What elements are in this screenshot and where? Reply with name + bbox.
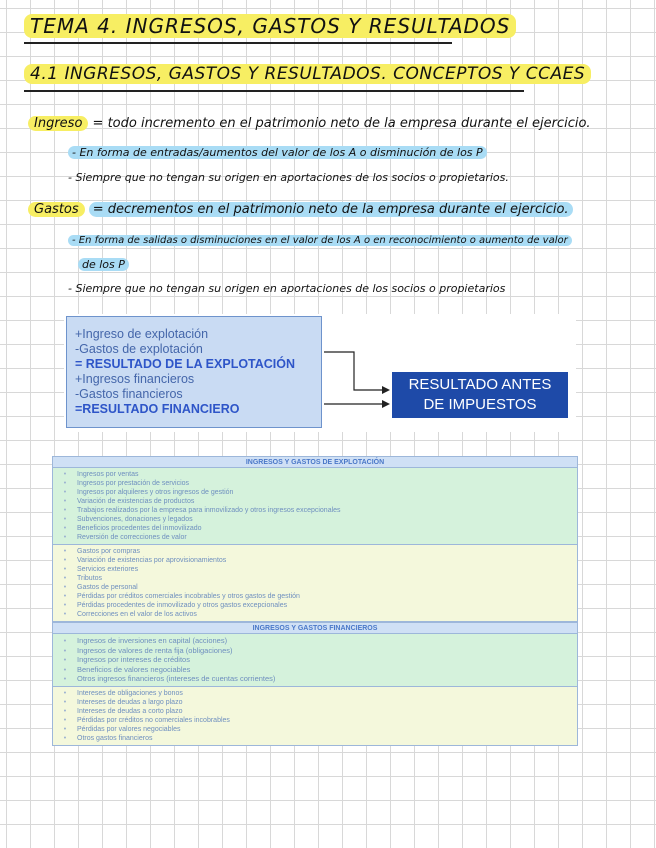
- bullet-icon: •: [63, 734, 67, 742]
- ingreso-definition: [28, 116, 591, 131]
- table-cell: Pérdidas por créditos no comerciales incobrables: [77, 716, 230, 724]
- scheme-line-result: = RESULTADO DE LA EXPLOTACIÓN: [75, 357, 296, 371]
- table-cell: Variación de existencias de productos: [77, 498, 195, 505]
- table-cell: Gastos de personal: [77, 584, 138, 591]
- table-cell: Reversión de correcciones de valor: [77, 534, 187, 541]
- bullet-icon: •: [63, 507, 67, 514]
- table-cell: Correcciones en el valor de los activos: [77, 611, 197, 618]
- bullet-icon: •: [63, 534, 67, 541]
- bullet-icon: •: [63, 489, 67, 496]
- table-row: [53, 646, 577, 656]
- bullet-icon: •: [63, 611, 67, 618]
- table-cell: Variación de existencias por aprovisionamientos: [77, 557, 227, 564]
- table-cell: Gastos por compras: [77, 548, 141, 555]
- ingresos-financieros-group: [52, 634, 578, 687]
- table-row: [53, 583, 577, 592]
- table-row: [53, 592, 577, 601]
- section-title: 4.1 INGRESOS, GASTOS Y RESULTADOS. CONCEPTOS Y CCAES: [24, 64, 591, 84]
- table-row: [53, 655, 577, 665]
- bullet-icon: •: [63, 566, 67, 573]
- table-row: [53, 565, 577, 574]
- results-diagram: [64, 314, 576, 432]
- table-cell: Subvenciones, donaciones y legados: [77, 516, 193, 523]
- table-cell: Ingresos por ventas: [77, 471, 139, 478]
- table-cell: Ingresos de inversiones en capital (acciones): [77, 636, 228, 645]
- table-row: [53, 636, 577, 646]
- table-cell: Trabajos realizados por la empresa para inmovilizado y otros ingresos excepcionales: [77, 507, 341, 514]
- gasto-definition-text: = decrementos en el patrimonio neto de la empresa durante el ejercicio.: [89, 202, 573, 217]
- table-cell: Intereses de deudas a largo plazo: [77, 698, 183, 706]
- bullet-icon: •: [63, 655, 67, 664]
- section-underline: [24, 90, 524, 92]
- bullet-icon: •: [63, 471, 67, 478]
- scheme-line: -Gastos de explotación: [75, 342, 203, 356]
- table-row: [53, 547, 577, 556]
- table-cell: Ingresos de valores de renta fija (obligaciones): [77, 645, 233, 655]
- table-row: [53, 707, 577, 716]
- bullet-icon: •: [63, 593, 67, 600]
- bullet-icon: •: [63, 707, 67, 715]
- gasto-bullet-1-cont: de los P: [78, 258, 129, 271]
- bullet-icon: •: [63, 557, 67, 564]
- gasto-bullet-2: - Siempre que no tengan su origen en aportaciones de los socios o propietarios: [68, 282, 506, 295]
- gasto-bullet-1: - En forma de salidas o disminuciones en el valor de los A o en reconocimiento o aumento de valor: [68, 235, 572, 246]
- page-title: TEMA 4. INGRESOS, GASTOS Y RESULTADOS: [24, 14, 516, 38]
- table-row: [53, 665, 577, 675]
- scheme-line-result: =RESULTADO FINANCIERO: [75, 402, 240, 416]
- bullet-icon: •: [63, 645, 67, 655]
- table-row: [53, 610, 577, 619]
- bullet-icon: •: [63, 689, 67, 697]
- ingreso-definition-text: = todo incremento en el patrimonio neto de la empresa durante el ejercicio.: [92, 116, 591, 131]
- table-cell: Intereses de obligaciones y bonos: [77, 689, 183, 697]
- bullet-icon: •: [63, 584, 67, 591]
- scheme-line: +Ingreso de explotación: [75, 327, 209, 341]
- table-row: [53, 734, 577, 743]
- income-expenses-table: [52, 456, 578, 746]
- table-cell: Ingresos por intereses de créditos: [77, 655, 190, 664]
- bullet-icon: •: [63, 716, 67, 724]
- table-cell: Pérdidas por créditos comerciales incobrables y otros gastos de gestión: [77, 593, 300, 600]
- table-cell: Intereses de deudas a corto plazo: [77, 707, 183, 715]
- table-row: [53, 574, 577, 583]
- ingreso-bullet-1: - En forma de entradas/aumentos del valor de los A o disminución de los P: [68, 146, 487, 159]
- table-cell: Pérdidas procedentes de inmovilizado y otros gastos excepcionales: [77, 602, 288, 609]
- gastos-financieros-group: [52, 687, 578, 746]
- table-row: [53, 556, 577, 565]
- gasto-definition: [28, 202, 573, 217]
- table-cell: Tributos: [77, 575, 103, 582]
- bullet-icon: •: [63, 664, 67, 674]
- table-row: [53, 725, 577, 734]
- table-header-financieros: INGRESOS Y GASTOS FINANCIEROS: [52, 622, 578, 634]
- bullet-icon: •: [63, 674, 67, 683]
- bullet-icon: •: [63, 516, 67, 523]
- scheme-line: +Ingresos financieros: [75, 372, 195, 386]
- table-row: [53, 601, 577, 610]
- table-row: [53, 533, 577, 542]
- table-row: [53, 674, 577, 684]
- ingresos-explotacion-group: [52, 468, 578, 545]
- table-header-explotacion: INGRESOS Y GASTOS DE EXPLOTACIÓN: [52, 456, 578, 468]
- table-row: [53, 506, 577, 515]
- table-cell: Pérdidas por valores negociables: [77, 725, 181, 733]
- table-row: [53, 515, 577, 524]
- bullet-icon: •: [63, 602, 67, 609]
- table-row: [53, 479, 577, 488]
- table-cell: Otros ingresos financieros (intereses de cuentas corrientes): [77, 674, 276, 683]
- table-cell: Otros gastos financieros: [77, 734, 153, 742]
- bullet-icon: •: [63, 698, 67, 706]
- table-row: [53, 524, 577, 533]
- title-underline: [24, 42, 452, 44]
- table-row: [53, 716, 577, 725]
- table-row: [53, 470, 577, 479]
- gasto-term: Gastos: [28, 202, 85, 217]
- gastos-explotacion-group: [52, 545, 578, 622]
- ingreso-term: Ingreso: [28, 116, 88, 131]
- table-row: [53, 497, 577, 506]
- scheme-line: -Gastos financieros: [75, 387, 183, 401]
- result-box: [392, 372, 568, 418]
- table-row: [53, 698, 577, 707]
- bullet-icon: •: [63, 725, 67, 733]
- bullet-icon: •: [63, 498, 67, 505]
- result-line-1: RESULTADO ANTES: [408, 376, 552, 393]
- bullet-icon: •: [63, 480, 67, 487]
- bullet-icon: •: [63, 575, 67, 582]
- table-row: [53, 689, 577, 698]
- bullet-icon: •: [63, 548, 67, 555]
- table-cell: Ingresos por alquileres y otros ingresos de gestión: [77, 489, 234, 496]
- result-line-2: DE IMPUESTOS: [423, 396, 537, 413]
- table-row: [53, 488, 577, 497]
- table-cell: Beneficios procedentes del inmovilizado: [77, 525, 202, 532]
- table-cell: Beneficios de valores negociables: [77, 664, 191, 674]
- table-cell: Ingresos por prestación de servicios: [77, 480, 190, 487]
- bullet-icon: •: [63, 636, 67, 645]
- ingreso-bullet-2: - Siempre que no tengan su origen en aportaciones de los socios o propietarios.: [68, 171, 509, 184]
- bullet-icon: •: [63, 525, 67, 532]
- table-cell: Servicios exteriores: [77, 566, 139, 573]
